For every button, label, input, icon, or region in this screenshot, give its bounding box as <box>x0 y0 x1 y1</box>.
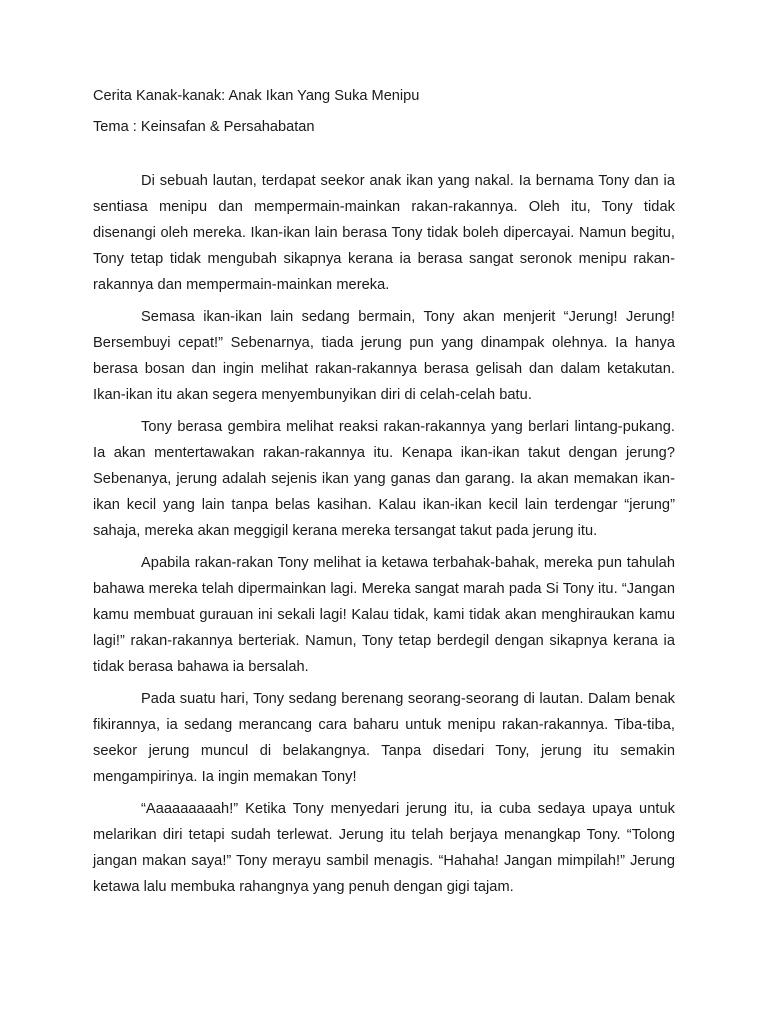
story-paragraph-3: Tony berasa gembira melihat reaksi rakan-rakannya yang berlari lintang-pukang. Ia akan mentertawakan rakan-rakannya itu. Kenapa ikan-ikan takut dengan jerung? Sebenanya, jerung adalah sejenis ikan yang ganas dan garang. Ia akan memakan ikan-ikan kecil yang lain tanpa belas kasihan. Kalau ikan-ikan kecil lain terdengar “jerung” sahaja, mereka akan meggigil kerana mereka tersangat takut pada jerung itu. <box>93 419 675 539</box>
story-paragraph-5: Pada suatu hari, Tony sedang berenang seorang-seorang di lautan. Dalam benak fikirannya, ia sedang merancang cara baharu untuk menipu rakan-rakannya. Tiba-tiba, seekor jerung muncul di belakangnya. Tanpa disedari Tony, jerung itu semakin mengampirinya. Ia ingin memakan Tony! <box>93 691 675 785</box>
document-page <box>93 86 675 906</box>
story-theme: Tema : Keinsafan & Persahabatan <box>93 119 315 135</box>
story-title: Cerita Kanak-kanak: Anak Ikan Yang Suka Menipu <box>93 88 420 104</box>
story-paragraph-4: Apabila rakan-rakan Tony melihat ia ketawa terbahak-bahak, mereka pun tahulah bahawa mereka telah dipermainkan lagi. Mereka sangat marah pada Si Tony itu. “Jangan kamu membuat gurauan ini sekali lagi! Kalau tidak, kami tidak akan menghiraukan kamu lagi!” rakan-rakannya berteriak. Namun, Tony tetap berdegil dengan sikapnya kerana ia tidak berasa bahawa ia bersalah. <box>93 555 675 675</box>
story-paragraph-2: Semasa ikan-ikan lain sedang bermain, Tony akan menjerit “Jerung! Jerung! Bersembuyi cepat!” Sebenarnya, tiada jerung pun yang dinampak olehnya. Ia hanya berasa bosan dan ingin melihat rakan-rakannya berasa gelisah dan dalam ketakutan. Ikan-ikan itu akan segera menyembunyikan diri di celah-celah batu. <box>93 309 675 403</box>
story-paragraph-6: “Aaaaaaaaah!” Ketika Tony menyedari jerung itu, ia cuba sedaya upaya untuk melarikan diri tetapi sudah terlewat. Jerung itu telah berjaya menangkap Tony. “Tolong jangan makan saya!” Tony merayu sambil menagis. “Hahaha! Jangan mimpilah!” Jerung ketawa lalu membuka rahangnya yang penuh dengan gigi tajam. <box>93 801 675 895</box>
story-paragraph-1: Di sebuah lautan, terdapat seekor anak ikan yang nakal. Ia bernama Tony dan ia sentiasa menipu dan mempermain-mainkan rakan-rakannya. Oleh itu, Tony tidak disenangi oleh mereka. Ikan-ikan lain berasa Tony tidak boleh dipercayai. Namun begitu, Tony tetap tidak mengubah sikapnya kerana ia berasa sangat seronok menipu rakan-rakannya dan mempermain-mainkan mereka. <box>93 173 675 293</box>
story-body <box>93 168 675 900</box>
